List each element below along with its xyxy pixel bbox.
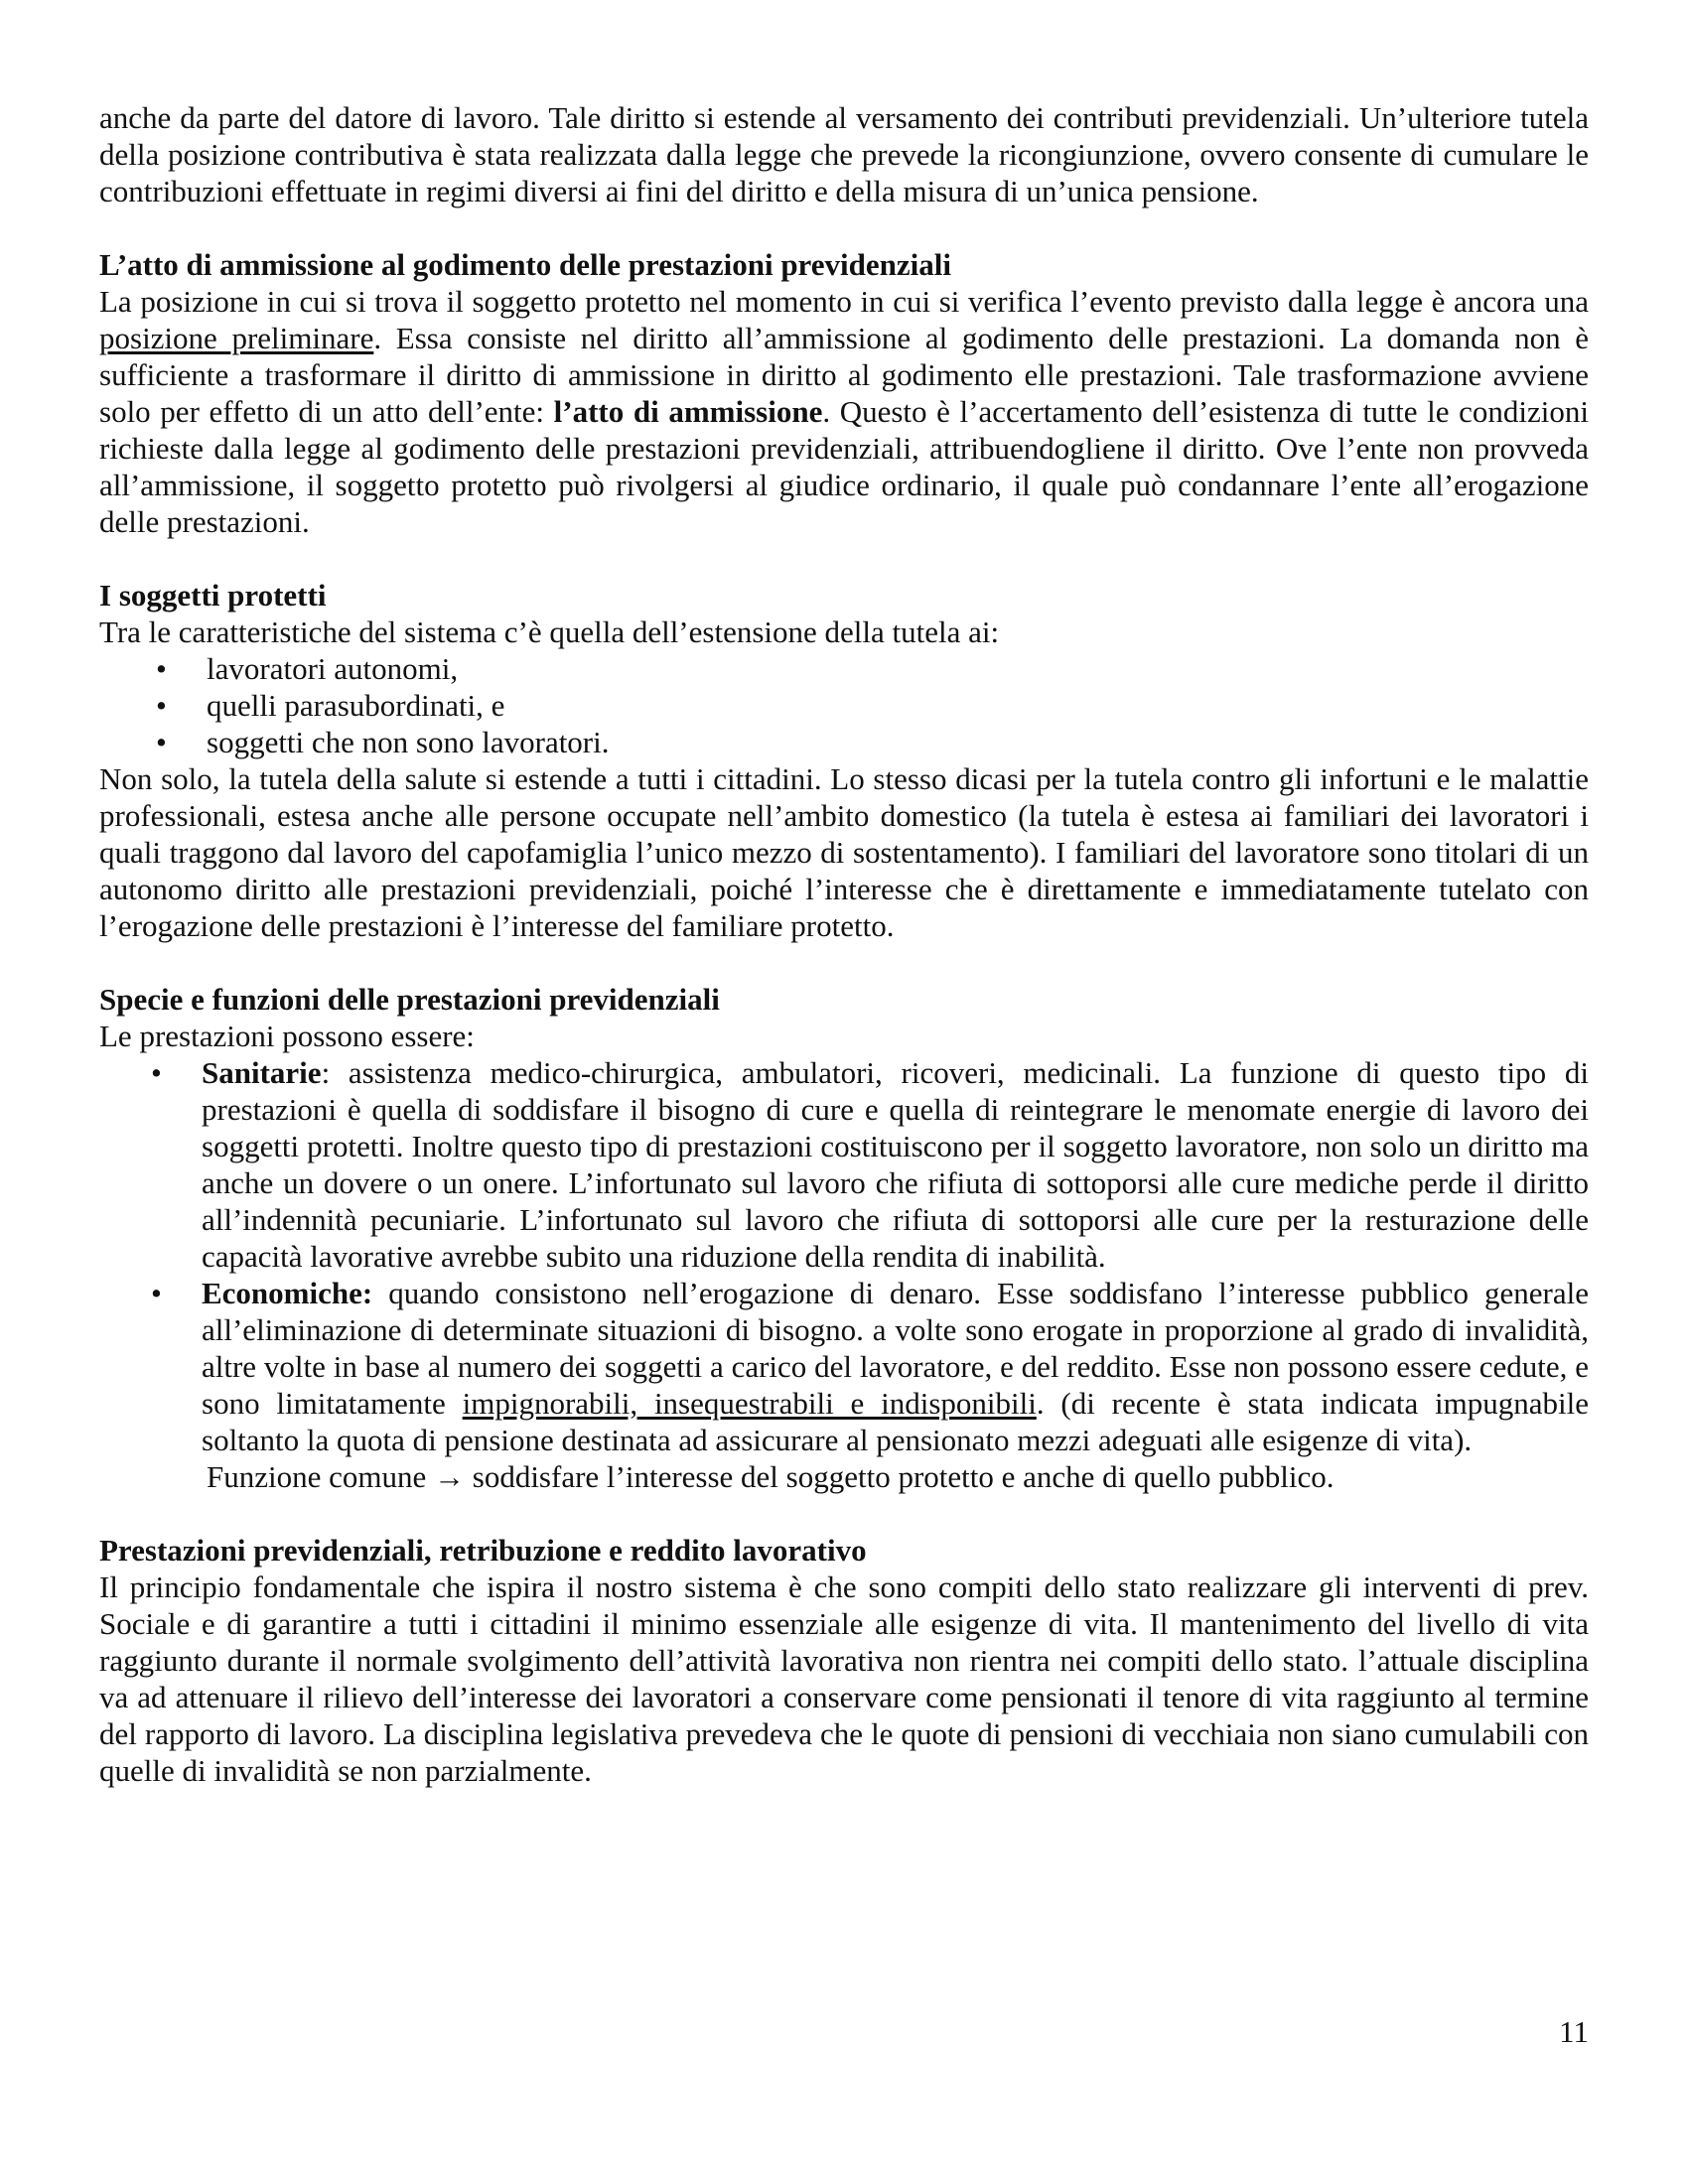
- paragraph-retribuzione: Il principio fondamentale che ispira il nostro sistema è che sono compiti dello stato realizzare gli interventi di prev. Sociale e di garantire a tutti i cittadini il minimo essenziale alle esigenze di vita. Il mantenimento del livello di vita raggiunto durante il normale svolgimento dell’attività lavorativa non rientra nei compiti dello stato. l’attuale disciplina va ad attenuare il rilievo dell’interesse dei lavoratori a conservare come pensionati il tenore di vita raggiunto al termine del rapporto di lavoro. La disciplina legislativa prevedeva che le quote di pensioni di vecchiaia non siano cumulabili con quelle di invalidità se non parzialmente.: [99, 1570, 1589, 1788]
- text-fragment: La posizione in cui si trova il soggetto protetto nel momento in cui si verifica l’evento previsto dalla legge è ancora una: [99, 284, 1589, 319]
- document-page: [99, 99, 1589, 1789]
- text-fragment: quando consistono nell’erogazione di denaro. Esse soddisfano l’interesse pubblico generale all’eliminazione di determinate situazioni di bisogno. a volte sono erogate in proporzione al grado di invalidità, altre volte in base al numero dei soggetti a carico del lavoratore, e del reddito. Esse non possono essere cedute, e sono limitatamente: [202, 1276, 1589, 1421]
- heading-specie-funzioni: Specie e funzioni delle prestazioni previdenziali: [99, 982, 720, 1017]
- funzione-comune-line: Funzione comune → soddisfare l’interesse del soggetto protetto e anche di quello pubblico.: [207, 1459, 1335, 1494]
- text-fragment: . Questo è l’accertamento dell’esistenza di tutte le condizioni richieste dalla legge al godimento delle prestazioni previdenziali, attribuendogliene il diritto. Ove l’ente non provveda all’ammissione, il soggetto protetto può rivolgersi al giudice ordinario, il quale può condannare l’ente all’erogazione delle prestazioni.: [99, 394, 1589, 539]
- list-item: • lavoratori autonomi,: [99, 650, 1589, 687]
- text-fragment: : assistenza medico-chirurgica, ambulatori, ricoveri, medicinali. La funzione di questo tipo di prestazioni è quella di soddisfare il bisogno di cure e quella di reintegrare le menomate energie di lavoro dei soggetti protetti. Inoltre questo tipo di prestazioni costituiscono per il soggetto lavoratore, non solo un diritto ma anche un dovere o un onere. L’infortunato sul lavoro che rifiuta di sottoporsi alle cure mediche perde il diritto all’indennità pecuniarie. L’infortunato sul lavoro che rifiuta di sottoporsi alle cure per la resturazione delle capacità lavorative avrebbe subito una riduzione della rendita di inabilità.: [202, 1055, 1589, 1274]
- page-number: 11: [1559, 2014, 1589, 2049]
- text-fragment: . Essa consiste nel diritto all’ammissione al godimento delle prestazioni. La domanda non è sufficiente a trasformare il diritto di ammissione in diritto al godimento elle prestazioni. Tale trasformazione avviene solo per effetto di un atto dell’ente:: [99, 321, 1589, 429]
- paragraph-soggetti-intro: Tra le caratteristiche del sistema c’è quella dell’estensione della tutela ai:: [99, 614, 1000, 649]
- bold-term: Economiche:: [202, 1276, 373, 1310]
- bold-term: l’atto di ammissione: [553, 394, 823, 429]
- text-fragment: . (di recente è stata indicata impugnabile soltanto la quota di pensione destinata ad assicurare al pensionato mezzi adeguati alle esigenze di vita).: [202, 1386, 1589, 1457]
- paragraph-specie-intro: Le prestazioni possono essere:: [99, 1019, 475, 1053]
- intro-paragraph: anche da parte del datore di lavoro. Tale diritto si estende al versamento dei contributi previdenziali. Un’ulteriore tutela della posizione contributiva è stata realizzata dalla legge che prevede la ricongiunzione, ovvero consente di cumulare le contribuzioni effettuate in regimi diversi ai fini del diritto e della misura di un’unica pensione.: [99, 100, 1589, 208]
- underlined-term: posizione preliminare: [99, 321, 374, 355]
- list-item: • quelli parasubordinati, e: [99, 687, 1589, 724]
- underlined-term: impignorabili, insequestrabili e indisponibili: [462, 1386, 1037, 1421]
- heading-retribuzione: Prestazioni previdenziali, retribuzione e reddito lavorativo: [99, 1533, 867, 1568]
- prestazioni-list: [99, 1054, 1589, 1458]
- paragraph-soggetti-body: Non solo, la tutela della salute si estende a tutti i cittadini. Lo stesso dicasi per la tutela contro gli infortuni e le malattie professionali, estesa anche alle persone occupate nell’ambito domestico (la tutela è estesa ai familiari dei lavoratori i quali traggono dal lavoro del capofamiglia l’unico mezzo di sostentamento). I familiari del lavoratore sono titolari di un autonomo diritto alle prestazioni previdenziali, poiché l’interesse che è direttamente e immediatamente tutelato con l’erogazione delle prestazioni è l’interesse del familiare protetto.: [99, 761, 1589, 943]
- heading-atto-ammissione: L’atto di ammissione al godimento delle prestazioni previdenziali: [99, 247, 951, 282]
- list-item-economiche: [99, 1275, 1589, 1458]
- list-item: • soggetti che non sono lavoratori.: [99, 724, 1589, 760]
- list-item-sanitarie: [99, 1054, 1589, 1275]
- bold-term: Sanitarie: [202, 1055, 322, 1090]
- paragraph-atto-ammissione: [99, 283, 1589, 540]
- heading-soggetti-protetti: I soggetti protetti: [99, 578, 327, 613]
- soggetti-list: [99, 650, 1589, 760]
